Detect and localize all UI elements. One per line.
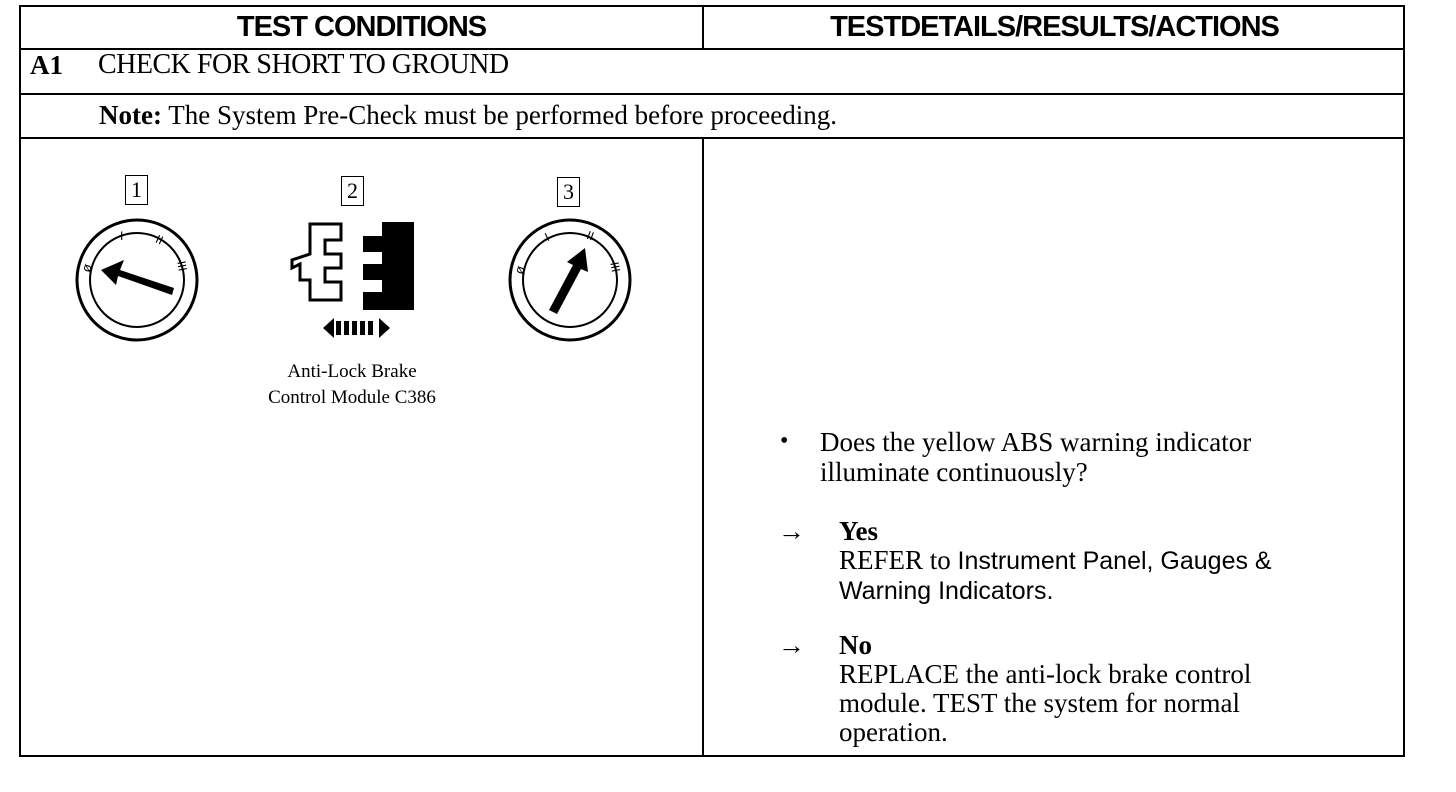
no-arrow: → <box>778 630 805 660</box>
svg-text:III: III <box>174 259 190 273</box>
abs-module-connector-icon <box>286 218 421 346</box>
step-2-box: 2 <box>341 176 364 206</box>
note-label: Note: <box>99 100 162 130</box>
body-column-divider <box>702 137 704 755</box>
svg-text:ø: ø <box>78 261 95 275</box>
yes-label: Yes <box>839 516 878 546</box>
test-conditions-header: TEST CONDITIONS <box>236 11 487 43</box>
svg-text:I: I <box>542 229 552 245</box>
connector-caption <box>232 359 472 411</box>
note-text: The System Pre-Check must be performed before proceeding. <box>168 100 838 130</box>
section-divider <box>21 93 1403 95</box>
question-text: Does the yellow ABS warning indicator illuminate continuously? <box>820 427 1252 487</box>
connector-caption-line-1: Anti-Lock Brake <box>287 361 417 382</box>
no-action: REPLACE the anti-lock brake control module. TEST the system for normal operation. <box>839 659 1252 747</box>
svg-text:ø: ø <box>511 263 528 277</box>
note-divider <box>21 137 1403 139</box>
svg-text:I: I <box>120 229 124 243</box>
section-title: CHECK FOR SHORT TO GROUND <box>98 49 509 80</box>
svg-text:III: III <box>607 260 623 274</box>
note <box>99 100 837 131</box>
no-label: No <box>839 630 872 660</box>
yes-action-lead: REFER to <box>839 545 951 575</box>
svg-text:II: II <box>584 228 596 244</box>
section-id: A1 <box>30 50 63 80</box>
ignition-run-icon <box>505 218 635 344</box>
yes-action-reference: Instrument Panel, Gauges & Warning Indicators. <box>839 547 1272 605</box>
question-bullet: • <box>780 428 789 454</box>
step-1-box: 1 <box>125 175 148 205</box>
connector-caption-line-2: Control Module C386 <box>268 387 436 408</box>
ignition-off-icon <box>72 218 202 344</box>
svg-text:II: II <box>153 231 166 248</box>
test-details-header: TESTDETAILS/RESULTS/ACTIONS <box>830 11 1279 43</box>
yes-arrow: → <box>778 516 805 546</box>
step-3-box: 3 <box>557 177 580 207</box>
yes-action <box>839 546 1359 606</box>
